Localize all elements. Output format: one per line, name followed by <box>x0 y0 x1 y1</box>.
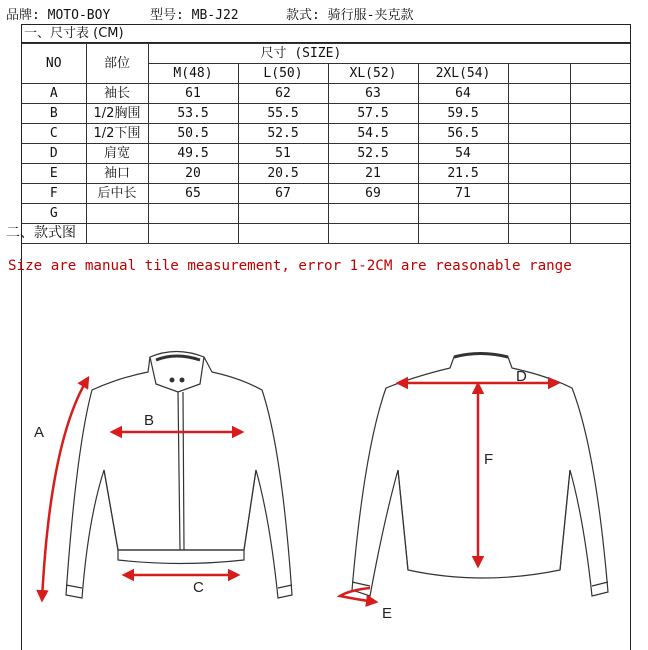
label-f: F <box>484 451 494 468</box>
front-jacket-outline <box>66 352 292 599</box>
no-header: NO <box>22 44 86 84</box>
row-no: F <box>22 184 86 204</box>
style-text: 款式: 骑行服-夹克款 <box>286 8 414 23</box>
row-no: G <box>22 204 86 224</box>
row-value: 55.5 <box>238 104 328 124</box>
row-value: 50.5 <box>148 124 238 144</box>
row-no: D <box>22 144 86 164</box>
row-no: B <box>22 104 86 124</box>
row-part: 1/2下围 <box>86 124 148 144</box>
row-value: 63 <box>328 84 418 104</box>
row-value: 51 <box>238 144 328 164</box>
front-collar-buttons <box>170 378 185 383</box>
row-value: 21.5 <box>418 164 508 184</box>
row-value: 57.5 <box>328 104 418 124</box>
size-col-header: L(50) <box>238 64 328 84</box>
size-col-header: M(48) <box>148 64 238 84</box>
row-value: 67 <box>238 184 328 204</box>
row-part: 袖口 <box>86 164 148 184</box>
part-header: 部位 <box>86 44 148 84</box>
back-jacket-outline <box>352 354 608 597</box>
row-part: 肩宽 <box>86 144 148 164</box>
row-value: 52.5 <box>328 144 418 164</box>
label-c: C <box>193 579 204 596</box>
row-value: 21 <box>328 164 418 184</box>
measurement-arrows <box>42 378 558 602</box>
row-value: 62 <box>238 84 328 104</box>
row-value: 53.5 <box>148 104 238 124</box>
row-part: 后中长 <box>86 184 148 204</box>
row-value: 69 <box>328 184 418 204</box>
arrow-a-sleeve-length <box>42 378 88 600</box>
row-no: C <box>22 124 86 144</box>
row-value: 54 <box>418 144 508 164</box>
row-no: A <box>22 84 86 104</box>
row-value: 20 <box>148 164 238 184</box>
row-value: 64 <box>418 84 508 104</box>
row-value: 65 <box>148 184 238 204</box>
row-value: 59.5 <box>418 104 508 124</box>
section1-title: 一、尺寸表 (CM) <box>22 25 630 43</box>
size-col-header: 2XL(54) <box>418 64 508 84</box>
row-value: 49.5 <box>148 144 238 164</box>
row-no: E <box>22 164 86 184</box>
row-value: 20.5 <box>238 164 328 184</box>
brand-text: 品牌: MOTO-BOY <box>6 8 111 23</box>
row-value: 56.5 <box>418 124 508 144</box>
size-col-header: XL(52) <box>328 64 418 84</box>
label-b: B <box>144 412 155 429</box>
label-d: D <box>516 368 527 385</box>
row-value: 61 <box>148 84 238 104</box>
size-header: 尺寸 (SIZE) <box>148 44 630 64</box>
measurement-note: Size are manual tile measurement, error 1-2CM are reasonable range <box>8 258 572 274</box>
label-e: E <box>382 605 393 622</box>
section2-title: 二、款式图 <box>6 225 76 241</box>
row-value: 52.5 <box>238 124 328 144</box>
row-part: 1/2胸围 <box>86 104 148 124</box>
label-a: A <box>34 424 45 441</box>
row-part: 袖长 <box>86 84 148 104</box>
row-value: 54.5 <box>328 124 418 144</box>
row-value: 71 <box>418 184 508 204</box>
model-text: 型号: MB-J22 <box>150 8 239 23</box>
